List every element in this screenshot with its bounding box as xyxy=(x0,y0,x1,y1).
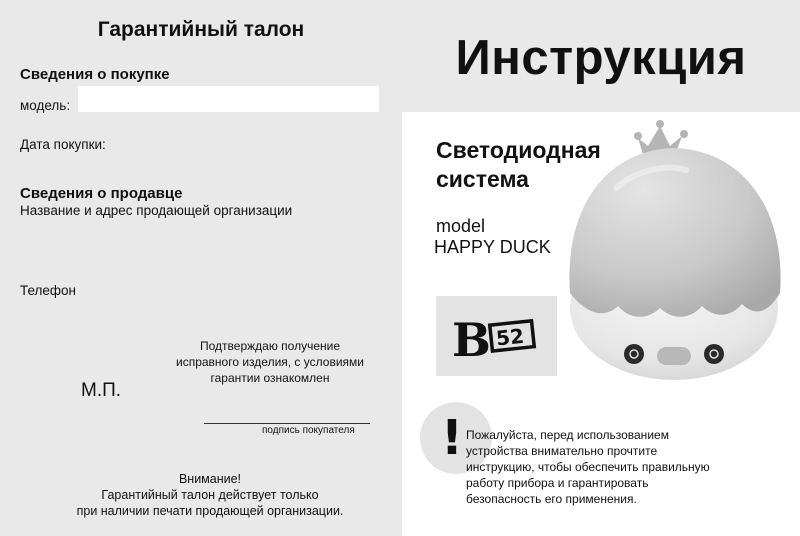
confirmation-line: исправного изделия, с условиями xyxy=(176,355,364,369)
right-button-icon xyxy=(704,344,724,364)
warning-line: работу прибора и гарантировать xyxy=(466,476,649,490)
warning-line: безопасность его применения. xyxy=(466,492,637,506)
confirmation-text xyxy=(160,338,380,386)
warning-line: инструкцию, чтобы обеспечить правильную xyxy=(466,460,710,474)
warning-line: устройства внимательно прочтите xyxy=(466,444,658,458)
notice-line: Гарантийный талон действует только xyxy=(101,488,319,502)
duck-lamp-image xyxy=(556,118,792,384)
duck-beak xyxy=(657,347,691,365)
notice-line: Внимание! xyxy=(178,472,242,486)
confirmation-line: Подтверждаю получение xyxy=(200,339,340,353)
stamp-label: М.П. xyxy=(81,380,122,401)
product-name-line: Светодиодная xyxy=(436,137,601,163)
logo-letter: B xyxy=(452,313,491,367)
purchase-date-label: Дата покупки: xyxy=(20,137,106,152)
purchase-heading: Сведения о покупке xyxy=(20,66,170,83)
instruction-title: Инструкция xyxy=(455,31,747,85)
warning-mark: ! xyxy=(441,410,463,466)
seller-heading: Сведения о продавце xyxy=(20,185,183,202)
seller-subheading: Название и адрес продающей организации xyxy=(20,203,293,218)
signature-caption: подпись покупателя xyxy=(262,425,355,436)
warning-line: Пожалуйста, перед использованием xyxy=(466,428,669,442)
model-field[interactable] xyxy=(78,86,379,112)
phone-label: Телефон xyxy=(20,283,77,298)
signature-line xyxy=(204,423,370,424)
duck-shell xyxy=(569,148,780,317)
warranty-notice xyxy=(30,471,390,519)
left-button-icon xyxy=(624,344,644,364)
model-label: модель: xyxy=(20,98,71,113)
product-name-line: система xyxy=(436,166,529,192)
confirmation-line: гарантии ознакомлен xyxy=(210,371,330,385)
b52-logo xyxy=(436,296,557,376)
model-name: HAPPY DUCK xyxy=(434,237,551,257)
warning-text xyxy=(466,427,756,507)
logo-number: 52 xyxy=(494,323,526,351)
model-word: model xyxy=(436,216,486,236)
warranty-title: Гарантийный талон xyxy=(97,18,305,41)
notice-line: при наличии печати продающей организации. xyxy=(76,504,344,518)
